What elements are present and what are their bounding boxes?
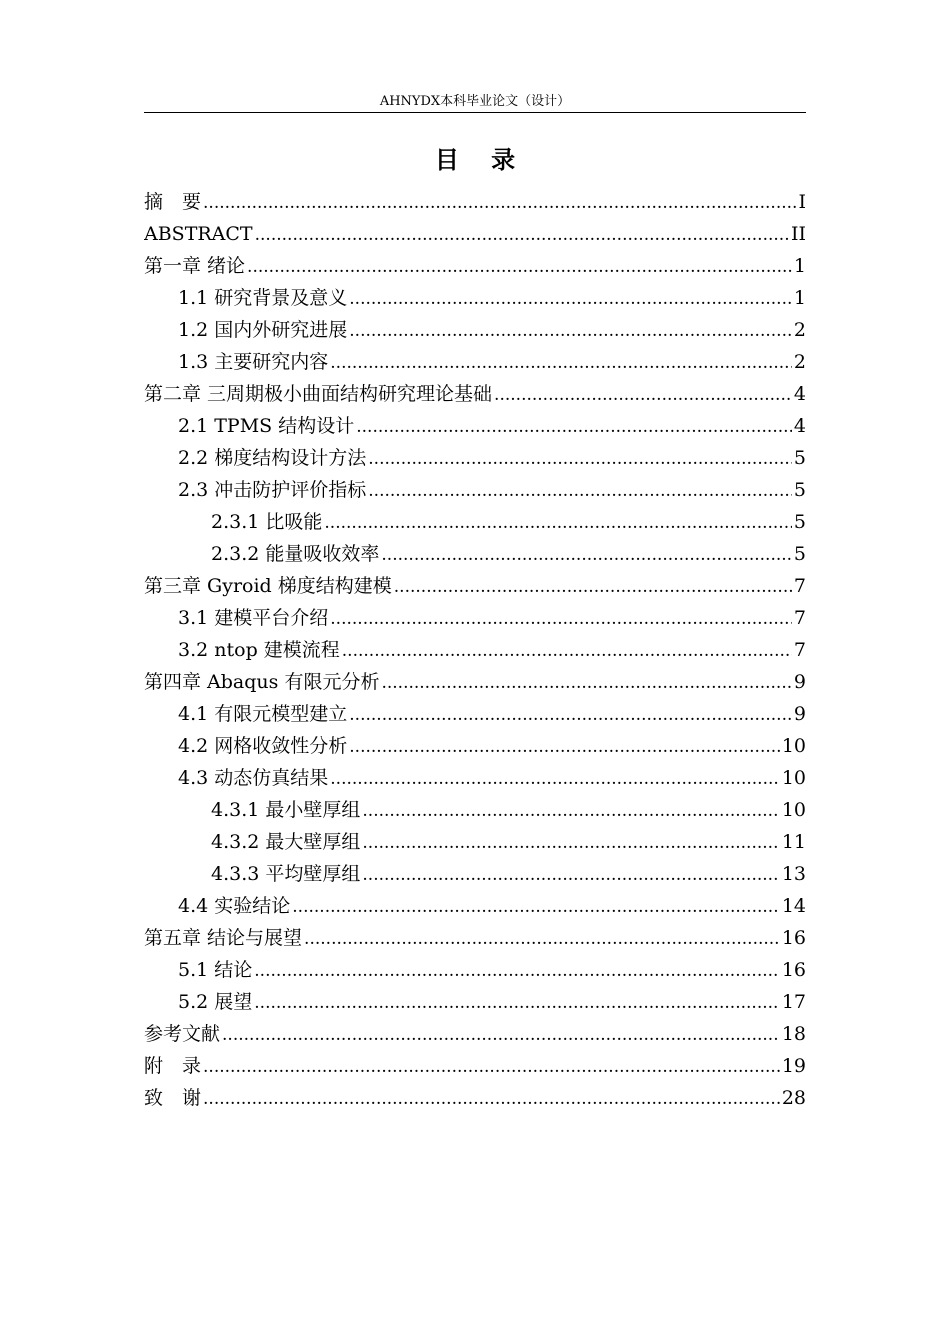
toc-entry-label: 第四章 Abaqus 有限元分析 bbox=[144, 671, 380, 693]
toc-entry[interactable] bbox=[144, 250, 806, 282]
toc-dot-leader bbox=[362, 827, 779, 858]
toc-entry[interactable] bbox=[144, 666, 806, 698]
toc-entry-page: 10 bbox=[781, 735, 806, 757]
toc-entry[interactable] bbox=[144, 986, 806, 1018]
toc-entry-label: 4.2 网格收敛性分析 bbox=[178, 735, 348, 757]
toc-entry[interactable] bbox=[144, 1082, 806, 1114]
toc-dot-leader bbox=[203, 1051, 780, 1082]
toc-entry-label: 4.3.2 最大壁厚组 bbox=[211, 831, 361, 853]
toc-dot-leader bbox=[254, 955, 780, 986]
toc-entry-label: 2.3.1 比吸能 bbox=[211, 511, 323, 533]
toc-entry-page: II bbox=[790, 223, 806, 245]
toc-entry-page: 16 bbox=[781, 927, 806, 949]
toc-entry-page: 10 bbox=[781, 799, 806, 821]
toc-dot-leader bbox=[362, 795, 779, 826]
toc-dot-leader bbox=[381, 539, 792, 570]
toc-entry[interactable] bbox=[144, 762, 806, 794]
toc-entry-label: 附 录 bbox=[144, 1055, 202, 1077]
toc-dot-leader bbox=[356, 411, 792, 442]
toc-dot-leader bbox=[254, 987, 780, 1018]
toc-entry-label: 第三章 Gyroid 梯度结构建模 bbox=[144, 575, 392, 597]
toc-entry-page: 18 bbox=[781, 1023, 806, 1045]
toc-entry-label: 4.3 动态仿真结果 bbox=[178, 767, 329, 789]
toc-entry[interactable] bbox=[144, 1018, 806, 1050]
toc-entry-page: 2 bbox=[793, 351, 806, 373]
table-of-contents bbox=[144, 186, 806, 1114]
toc-dot-leader bbox=[349, 283, 792, 314]
toc-entry-label: 3.2 ntop 建模流程 bbox=[178, 639, 340, 661]
toc-entry-page: 19 bbox=[781, 1055, 806, 1077]
toc-entry-label: 第五章 结论与展望 bbox=[144, 927, 303, 949]
toc-dot-leader bbox=[304, 923, 780, 954]
toc-entry-label: 5.2 展望 bbox=[178, 991, 253, 1013]
toc-entry[interactable] bbox=[144, 698, 806, 730]
toc-dot-leader bbox=[349, 699, 792, 730]
toc-entry[interactable] bbox=[144, 218, 806, 250]
toc-dot-leader bbox=[330, 347, 792, 378]
toc-dot-leader bbox=[330, 763, 780, 794]
toc-entry[interactable] bbox=[144, 954, 806, 986]
toc-entry-label: 1.1 研究背景及意义 bbox=[178, 287, 348, 309]
toc-entry[interactable] bbox=[144, 506, 806, 538]
toc-entry-label: 4.3.1 最小壁厚组 bbox=[211, 799, 361, 821]
toc-entry-label: 3.1 建模平台介绍 bbox=[178, 607, 329, 629]
toc-entry[interactable] bbox=[144, 858, 806, 890]
toc-entry-page: 7 bbox=[793, 639, 806, 661]
toc-entry[interactable] bbox=[144, 890, 806, 922]
toc-entry[interactable] bbox=[144, 1050, 806, 1082]
toc-entry-page: 1 bbox=[793, 255, 806, 277]
toc-entry-label: 摘 要 bbox=[144, 191, 202, 213]
toc-entry-label: 1.2 国内外研究进展 bbox=[178, 319, 348, 341]
toc-entry-page: 16 bbox=[781, 959, 806, 981]
toc-entry-label: 2.1 TPMS 结构设计 bbox=[178, 415, 355, 437]
toc-entry-page: 13 bbox=[781, 863, 806, 885]
toc-entry-label: 4.4 实验结论 bbox=[178, 895, 291, 917]
toc-entry-page: 10 bbox=[781, 767, 806, 789]
toc-entry-page: 5 bbox=[793, 447, 806, 469]
toc-dot-leader bbox=[349, 315, 792, 346]
toc-entry-page: 5 bbox=[793, 543, 806, 565]
toc-entry[interactable] bbox=[144, 346, 806, 378]
toc-dot-leader bbox=[203, 1083, 780, 1114]
toc-dot-leader bbox=[330, 603, 792, 634]
toc-entry-label: 参考文献 bbox=[144, 1023, 221, 1045]
toc-entry[interactable] bbox=[144, 570, 806, 602]
header-rule bbox=[144, 112, 806, 113]
toc-entry-label: 4.3.3 平均壁厚组 bbox=[211, 863, 361, 885]
toc-entry-page: 9 bbox=[793, 671, 806, 693]
toc-dot-leader bbox=[324, 507, 792, 538]
toc-title: 目 录 bbox=[434, 145, 528, 174]
toc-entry[interactable] bbox=[144, 474, 806, 506]
toc-entry-label: 2.3 冲击防护评价指标 bbox=[178, 479, 367, 501]
toc-entry[interactable] bbox=[144, 442, 806, 474]
toc-entry[interactable] bbox=[144, 794, 806, 826]
toc-entry-label: 2.3.2 能量吸收效率 bbox=[211, 543, 380, 565]
toc-dot-leader bbox=[247, 251, 792, 282]
toc-entry-page: 28 bbox=[781, 1087, 806, 1109]
toc-entry-label: 5.1 结论 bbox=[178, 959, 253, 981]
toc-dot-leader bbox=[342, 635, 792, 666]
toc-dot-leader bbox=[368, 443, 792, 474]
toc-dot-leader bbox=[255, 219, 789, 250]
toc-entry-label: 第二章 三周期极小曲面结构研究理论基础 bbox=[144, 383, 493, 405]
toc-entry-page: 5 bbox=[793, 511, 806, 533]
toc-entry[interactable] bbox=[144, 602, 806, 634]
toc-dot-leader bbox=[494, 379, 792, 410]
toc-dot-leader bbox=[394, 571, 792, 602]
toc-entry[interactable] bbox=[144, 282, 806, 314]
toc-entry[interactable] bbox=[144, 186, 806, 218]
toc-dot-leader bbox=[368, 475, 792, 506]
toc-entry-page: 11 bbox=[781, 831, 806, 853]
toc-entry[interactable] bbox=[144, 634, 806, 666]
toc-entry[interactable] bbox=[144, 410, 806, 442]
toc-entry[interactable] bbox=[144, 314, 806, 346]
toc-entry[interactable] bbox=[144, 730, 806, 762]
toc-entry-page: 1 bbox=[793, 287, 806, 309]
toc-entry-label: 致 谢 bbox=[144, 1087, 202, 1109]
toc-entry-page: 14 bbox=[781, 895, 806, 917]
running-header: AHNYDX本科毕业论文（设计） bbox=[379, 94, 571, 109]
toc-dot-leader bbox=[349, 731, 780, 762]
toc-entry[interactable] bbox=[144, 538, 806, 570]
toc-entry-page: 7 bbox=[793, 607, 806, 629]
toc-entry-page: 4 bbox=[793, 415, 806, 437]
toc-entry[interactable] bbox=[144, 826, 806, 858]
toc-entry-page: 9 bbox=[793, 703, 806, 725]
toc-entry-label: 2.2 梯度结构设计方法 bbox=[178, 447, 367, 469]
toc-entry-page: I bbox=[798, 191, 806, 213]
toc-entry-page: 5 bbox=[793, 479, 806, 501]
toc-entry-label: 4.1 有限元模型建立 bbox=[178, 703, 348, 725]
toc-entry-page: 2 bbox=[793, 319, 806, 341]
toc-entry[interactable] bbox=[144, 922, 806, 954]
toc-entry-label: ABSTRACT bbox=[144, 223, 253, 245]
toc-entry[interactable] bbox=[144, 378, 806, 410]
toc-dot-leader bbox=[222, 1019, 780, 1050]
toc-entry-page: 7 bbox=[793, 575, 806, 597]
toc-entry-page: 4 bbox=[793, 383, 806, 405]
toc-dot-leader bbox=[381, 667, 791, 698]
toc-dot-leader bbox=[203, 187, 796, 218]
toc-dot-leader bbox=[292, 891, 780, 922]
toc-entry-page: 17 bbox=[781, 991, 806, 1013]
toc-entry-label: 第一章 绪论 bbox=[144, 255, 246, 277]
toc-entry-label: 1.3 主要研究内容 bbox=[178, 351, 329, 373]
toc-dot-leader bbox=[362, 859, 779, 890]
